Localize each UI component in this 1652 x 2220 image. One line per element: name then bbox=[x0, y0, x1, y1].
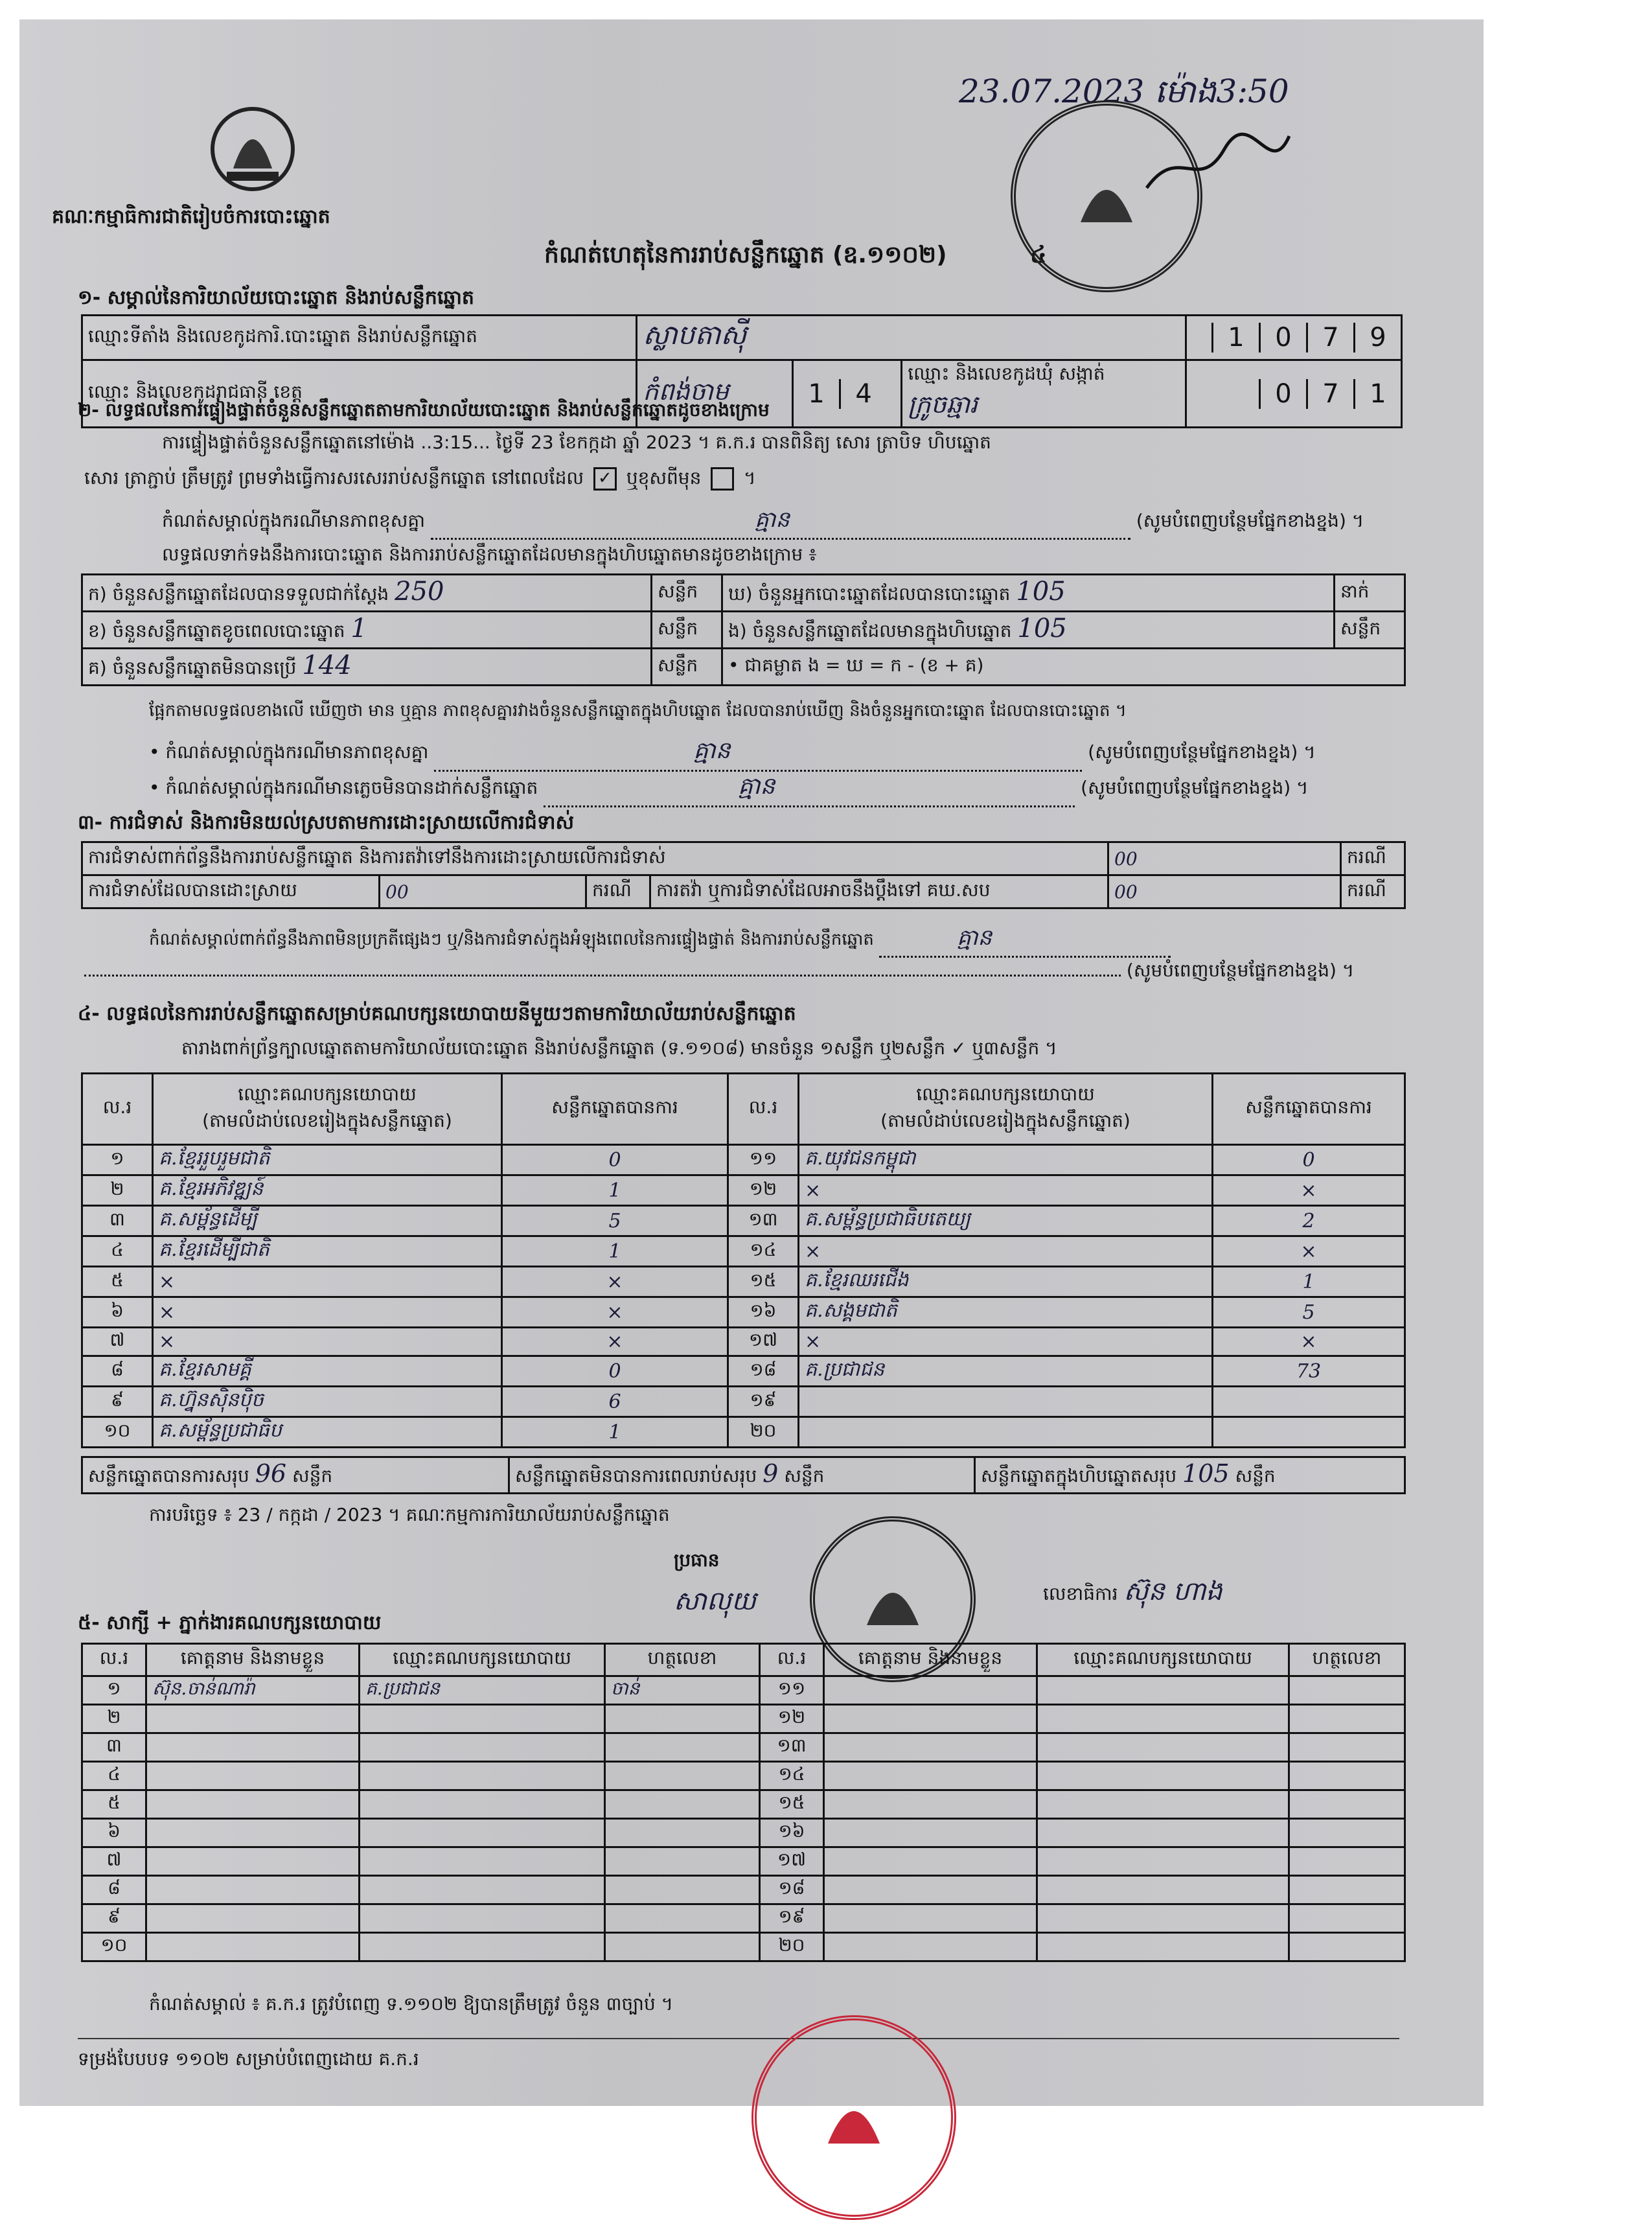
witness-signature bbox=[605, 1705, 760, 1733]
irregularity-note-field bbox=[879, 923, 1171, 958]
fill-hint: (សូមបំពេញបន្ថែមផ្នែកខាងខ្នង) ។ bbox=[1081, 777, 1309, 798]
party-name: គ.យុវជនកម្ពុជា bbox=[799, 1145, 1213, 1175]
witness-no: ១៩ bbox=[760, 1904, 824, 1933]
irregularity-note-line bbox=[149, 923, 1171, 958]
diff-note-value: គ្មាន bbox=[754, 507, 790, 533]
bullet-forgot-label: • កំណត់សម្គាល់ក្នុងករណីមានភ្លេចមិនបានដាក់សន្លឹកឆ្នោត bbox=[149, 777, 538, 798]
party-votes: 1 bbox=[502, 1175, 728, 1206]
witness-signature bbox=[1289, 1876, 1405, 1904]
col-party-left bbox=[153, 1074, 502, 1145]
verify-line-2-text: សោរ ត្រាភ្ជាប់ ត្រឹមត្រូវ ព្រមទាំងធ្វើការសរសេររាប់សន្លឹកឆ្នោត នៅពេលដែល bbox=[84, 467, 584, 489]
commune-name: ក្រូចឆ្មារ bbox=[908, 390, 978, 419]
appeal-label: ការតវ៉ា ឬការជំទាស់ដែលអាចនឹងប្តឹងទៅ គឃ.សប bbox=[650, 875, 1108, 908]
total-valid-value: 96 bbox=[255, 1459, 287, 1488]
total-invalid-unit: សន្លឹក bbox=[784, 1465, 825, 1486]
witness-no: ១០ bbox=[82, 1933, 146, 1961]
party-votes: × bbox=[502, 1328, 728, 1356]
ballot-row-a bbox=[82, 575, 652, 612]
party-no: ៨ bbox=[82, 1356, 153, 1387]
witness-no: ៧ bbox=[82, 1847, 146, 1876]
witness-party bbox=[1037, 1790, 1289, 1819]
section5-heading: ៥- សាក្សី + ភ្នាក់ងារគណបក្សនយោបាយ bbox=[78, 1612, 382, 1634]
party-no: ៦ bbox=[82, 1297, 153, 1328]
ballot-label: គ) ចំនួនសន្លឹកឆ្នោតមិនបានប្រើ bbox=[88, 657, 297, 678]
witness-signature bbox=[605, 1904, 760, 1933]
total-valid-unit: សន្លឹក bbox=[292, 1465, 333, 1486]
witness-no: ១៦ bbox=[760, 1819, 824, 1847]
fill-hint: (សូមបំពេញបន្ថែមផ្នែកខាងខ្នង) ។ bbox=[1126, 960, 1355, 981]
witness-row bbox=[82, 1847, 1405, 1876]
commune-code bbox=[1186, 360, 1401, 428]
witness-party bbox=[360, 1847, 605, 1876]
party-name bbox=[799, 1417, 1213, 1448]
party-no: ៩ bbox=[82, 1387, 153, 1417]
resolved-label: ការជំទាស់ដែលបានដោះស្រាយ bbox=[82, 875, 380, 908]
witness-name bbox=[146, 1876, 360, 1904]
irregularity-note-value: គ្មាន bbox=[957, 925, 992, 951]
party-name: × bbox=[153, 1267, 502, 1297]
verify-line-2: សោរ ត្រាភ្ជាប់ ត្រឹមត្រូវ ព្រមទាំងធ្វើការសរសេររាប់សន្លឹកឆ្នោត នៅពេលដែល ✓ ឬខុសពីមុន ។ bbox=[84, 467, 756, 493]
party-result-row bbox=[82, 1417, 1405, 1448]
red-seal-bottom bbox=[751, 2015, 956, 2220]
witness-no: ១២ bbox=[760, 1705, 824, 1733]
witness-party bbox=[360, 1705, 605, 1733]
party-result-row bbox=[82, 1387, 1405, 1417]
footer-text: ទម្រង់បែបបទ ១១០២ សម្រាប់បំពេញដោយ គ.ក.រ bbox=[78, 2048, 419, 2070]
province-name: កំពង់ចាម bbox=[637, 360, 793, 428]
total-invalid-value: 9 bbox=[763, 1459, 779, 1488]
party-name: × bbox=[799, 1236, 1213, 1267]
secretary-line bbox=[1043, 1575, 1222, 1613]
secretary-signature: ស៊ុន ហាង bbox=[1123, 1577, 1222, 1606]
witness-row bbox=[82, 1933, 1405, 1961]
witness-no: ៨ bbox=[82, 1876, 146, 1904]
party-no: ១៧ bbox=[728, 1328, 799, 1356]
party-name: គ.សម្ព័ន្ធប្រជាធិបតេយ្យ bbox=[799, 1206, 1213, 1236]
witness-table bbox=[81, 1643, 1406, 1962]
bullet-forgot-line bbox=[149, 771, 1309, 807]
witness-name bbox=[824, 1933, 1037, 1961]
irregularity-note-field-2 bbox=[84, 975, 1121, 977]
nec-emblem bbox=[207, 97, 298, 201]
party-no: ១៤ bbox=[728, 1236, 799, 1267]
party-votes: 6 bbox=[502, 1387, 728, 1417]
witness-party bbox=[360, 1819, 605, 1847]
witness-party bbox=[1037, 1705, 1289, 1733]
checkbox-different-label: ឬខុសពីមុន bbox=[626, 467, 702, 489]
ballot-unit: សន្លឹក bbox=[1335, 612, 1405, 649]
station-code-digit: 0 bbox=[1259, 323, 1306, 353]
secretary-label: លេខាធិការ bbox=[1043, 1583, 1118, 1604]
objection-label: ការជំទាស់ពាក់ព័ន្ធនឹងការរាប់សន្លឹកឆ្នោត និងការតវ៉ាទៅនឹងការដោះស្រាយលើការជំទាស់ bbox=[82, 842, 1108, 875]
ballot-label: ខ) ចំនួនសន្លឹកឆ្នោតខូចពេលបោះឆ្នោត bbox=[88, 620, 345, 642]
party-result-row bbox=[82, 1356, 1405, 1387]
footer-divider bbox=[78, 2038, 1399, 2039]
witness-name bbox=[824, 1904, 1037, 1933]
fill-hint: (សូមបំពេញបន្ថែមផ្នែកខាងខ្នង) ។ bbox=[1088, 741, 1316, 763]
signature-top bbox=[1140, 123, 1296, 203]
totals-table bbox=[81, 1456, 1406, 1494]
station-code-digit: 1 bbox=[1211, 323, 1259, 353]
witness-name bbox=[146, 1847, 360, 1876]
witness-signature bbox=[1289, 1762, 1405, 1790]
diff-note-label: កំណត់សម្គាល់ក្នុងករណីមានភាពខុសគ្នា bbox=[162, 510, 426, 531]
party-no: ១២ bbox=[728, 1175, 799, 1206]
witness-name bbox=[824, 1876, 1037, 1904]
form-title: កំណត់ហេតុនៃការរាប់សន្លឹកឆ្នោត (ឧ.១១០២) bbox=[544, 242, 947, 268]
checkbox-different[interactable] bbox=[711, 467, 734, 491]
witness-party bbox=[360, 1790, 605, 1819]
witness-signature bbox=[605, 1790, 760, 1819]
witness-col-name-right: គោត្តនាម និងនាមខ្លួន bbox=[824, 1644, 1037, 1676]
party-no: ៥ bbox=[82, 1267, 153, 1297]
resolved-unit: ករណី bbox=[586, 875, 650, 908]
section2-heading: ២- លទ្ធផលនៃការផ្ទៀងផ្ទាត់ចំនួនសន្លឹកឆ្នោតតាមការិយាល័យបោះឆ្នោត និងរាប់សន្លឹកឆ្នោតដូចខាងក្រោម bbox=[78, 399, 770, 421]
irregularity-note-label: កំណត់សម្គាល់ពាក់ព័ន្ធនឹងភាពមិនប្រក្រតីផ្សេងៗ ឬ/និងការជំទាស់ក្នុងអំឡុងពេលនៃការផ្ទៀងផ្ទាត់ និងការរាប់សន្លឹកឆ្នោត bbox=[149, 930, 874, 949]
party-result-row bbox=[82, 1206, 1405, 1236]
witness-no: ១៧ bbox=[760, 1847, 824, 1876]
party-name: × bbox=[153, 1297, 502, 1328]
total-box-label: សន្លឹកឆ្នោតក្នុងហិបឆ្នោតសរុប bbox=[981, 1465, 1177, 1486]
witness-col-name: គោត្តនាម និងនាមខ្លួន bbox=[146, 1644, 360, 1676]
witness-row bbox=[82, 1904, 1405, 1933]
witness-no: ៣ bbox=[82, 1733, 146, 1762]
party-no: ១៦ bbox=[728, 1297, 799, 1328]
col-party-sub: (តាមលំដាប់លេខរៀងក្នុងសន្លឹកឆ្នោត) bbox=[880, 1109, 1130, 1131]
verify-line-1: ការផ្ទៀងផ្ទាត់ចំនួនសន្លឹកឆ្នោតនៅម៉ោង ..3:15... ថ្ងៃទី 23 ខែកក្កដា ឆ្នាំ 2023 ។ គ.ក.រ បានពិនិត្យ សោរ ត្រាបិទ ហិបឆ្នោត bbox=[162, 432, 991, 453]
ballot-value: 144 bbox=[302, 651, 352, 680]
party-result-row bbox=[82, 1267, 1405, 1297]
party-votes: × bbox=[1213, 1175, 1405, 1206]
party-result-row bbox=[82, 1175, 1405, 1206]
party-result-row bbox=[82, 1236, 1405, 1267]
objection-unit: ករណី bbox=[1341, 842, 1405, 875]
bullet-diff-label: • កំណត់សម្គាល់ក្នុងករណីមានភាពខុសគ្នា bbox=[149, 741, 429, 763]
witness-no: ៩ bbox=[82, 1904, 146, 1933]
col-no-left: ល.រ bbox=[82, 1074, 153, 1145]
party-name: × bbox=[799, 1175, 1213, 1206]
witness-signature bbox=[1289, 1676, 1405, 1705]
party-name: គ.សង្គមជាតិ bbox=[799, 1297, 1213, 1328]
chair-signature: សាលុយ bbox=[674, 1586, 756, 1616]
witness-signature bbox=[1289, 1904, 1405, 1933]
witness-signature: ចាន់ bbox=[605, 1676, 760, 1705]
col-party-sub: (តាមលំដាប់លេខរៀងក្នុងសន្លឹកឆ្នោត) bbox=[202, 1109, 452, 1131]
total-box-unit: សន្លឹក bbox=[1235, 1465, 1276, 1486]
witness-no: ១៣ bbox=[760, 1733, 824, 1762]
witness-party bbox=[360, 1876, 605, 1904]
witness-signature bbox=[605, 1819, 760, 1847]
witness-no: ១៥ bbox=[760, 1790, 824, 1819]
bullet-forgot-value: គ្មាន bbox=[738, 773, 775, 800]
station-code bbox=[1186, 316, 1401, 360]
party-name: គ.សម្ព័ន្ធដើម្បី bbox=[153, 1206, 502, 1236]
total-invalid bbox=[509, 1457, 975, 1494]
party-votes: 1 bbox=[1213, 1267, 1405, 1297]
completion-note: កំណត់សម្គាល់ ៖ គ.ក.រ ត្រូវបំពេញ ទ.១១០២ ឱ្យបានត្រឹមត្រូវ ចំនួន ៣ច្បាប់ ។ bbox=[149, 1993, 674, 2015]
witness-name: ស៊ុន.ចាន់ណារ៉ា bbox=[146, 1676, 360, 1705]
witness-no: ១១ bbox=[760, 1676, 824, 1705]
witness-party bbox=[1037, 1904, 1289, 1933]
witness-signature bbox=[605, 1847, 760, 1876]
party-name: × bbox=[153, 1328, 502, 1356]
party-votes: 5 bbox=[502, 1206, 728, 1236]
compare-line: ផ្អែកតាមលទ្ធផលខាងលើ ឃើញថា មាន ឬគ្មាន ភាពខុសគ្នារវាងចំនួនសន្លឹកឆ្នោតក្នុងហិបឆ្នោត ដែលបានរាប់ឃើញ និងចំនួនអ្នកបោះឆ្នោត ដែលបានបោះឆ្នោត ។ bbox=[149, 701, 1127, 721]
witness-name bbox=[824, 1705, 1037, 1733]
ballot-row-b bbox=[82, 612, 652, 649]
ballot-value: 105 bbox=[1016, 577, 1066, 607]
results-intro: លទ្ធផលទាក់ទងនឹងការបោះឆ្នោត និងការរាប់សន្លឹកឆ្នោតដែលមានក្នុងហិបឆ្នោតមានដូចខាងក្រោម ៖ bbox=[162, 544, 817, 565]
ballot-unit: នាក់ bbox=[1335, 575, 1405, 612]
party-result-row bbox=[82, 1145, 1405, 1175]
party-result-row bbox=[82, 1328, 1405, 1356]
party-no: ៣ bbox=[82, 1206, 153, 1236]
party-name: គ.ខ្មែរឈរជើង bbox=[799, 1267, 1213, 1297]
witness-name bbox=[824, 1733, 1037, 1762]
party-result-row bbox=[82, 1297, 1405, 1328]
witness-signature bbox=[605, 1733, 760, 1762]
witness-col-no-right: ល.រ bbox=[760, 1644, 824, 1676]
witness-signature bbox=[1289, 1790, 1405, 1819]
witness-name bbox=[824, 1676, 1037, 1705]
ballot-label: ក) ចំនួនសន្លឹកឆ្នោតដែលបានទទួលជាក់ស្តែង bbox=[88, 583, 389, 605]
witness-party bbox=[1037, 1819, 1289, 1847]
commune-code-digit: 0 bbox=[1259, 379, 1306, 409]
ballot-unit: សន្លឹក bbox=[652, 575, 722, 612]
total-box bbox=[975, 1457, 1405, 1494]
party-no: ១៥ bbox=[728, 1267, 799, 1297]
party-name: × bbox=[799, 1328, 1213, 1356]
party-votes: × bbox=[1213, 1328, 1405, 1356]
diff-note-field bbox=[431, 505, 1130, 540]
ballot-value: 1 bbox=[350, 614, 367, 643]
party-no: ២០ bbox=[728, 1417, 799, 1448]
station-code-digit: 7 bbox=[1306, 323, 1353, 353]
witness-signature bbox=[605, 1762, 760, 1790]
party-votes bbox=[1213, 1387, 1405, 1417]
commune-code-digit: 1 bbox=[1353, 379, 1401, 409]
ballot-row-d bbox=[722, 575, 1335, 612]
ballot-row-e bbox=[722, 612, 1335, 649]
party-votes bbox=[1213, 1417, 1405, 1448]
party-votes: 5 bbox=[1213, 1297, 1405, 1328]
party-no: ១៩ bbox=[728, 1387, 799, 1417]
committee-name: គណៈកម្មាធិការជាតិរៀបចំការបោះឆ្នោត bbox=[52, 205, 330, 228]
witness-signature bbox=[1289, 1705, 1405, 1733]
total-valid bbox=[82, 1457, 509, 1494]
ballot-count-table bbox=[81, 573, 1406, 686]
total-valid-label: សន្លឹកឆ្នោតបានការសរុប bbox=[88, 1465, 249, 1486]
ballot-row-c bbox=[82, 649, 652, 686]
witness-signature bbox=[1289, 1933, 1405, 1961]
bullet-diff-value: គ្មាន bbox=[693, 737, 731, 764]
witness-no: ១ bbox=[82, 1676, 146, 1705]
ballot-value: 105 bbox=[1017, 614, 1067, 643]
appeal-count: 00 bbox=[1108, 875, 1341, 908]
form-mark: ៤ bbox=[1030, 242, 1047, 268]
party-votes: 2 bbox=[1213, 1206, 1405, 1236]
witness-name bbox=[824, 1790, 1037, 1819]
witness-party bbox=[1037, 1762, 1289, 1790]
witness-no: ៦ bbox=[82, 1819, 146, 1847]
party-name: គ.ខ្មែរអភិវឌ្ឍន៍ bbox=[153, 1175, 502, 1206]
resolved-count: 00 bbox=[380, 875, 586, 908]
witness-col-party-right: ឈ្មោះគណបក្សនយោបាយ bbox=[1037, 1644, 1289, 1676]
province-label: ឈ្មោះ និងលេខកូដរាជធានី ខេត្ត bbox=[82, 360, 637, 428]
received-stamp-date: 23.07.2023 ម៉ោង3:50 bbox=[959, 73, 1289, 110]
party-votes: 73 bbox=[1213, 1356, 1405, 1387]
party-votes: 1 bbox=[502, 1417, 728, 1448]
province-code-digit: 4 bbox=[839, 379, 886, 409]
ballot-label: ង) ចំនួនសន្លឹកឆ្នោតដែលមានក្នុងហិបឆ្នោត bbox=[728, 620, 1012, 642]
witness-name bbox=[146, 1762, 360, 1790]
witness-party bbox=[360, 1733, 605, 1762]
station-code-digit: 9 bbox=[1353, 323, 1401, 353]
party-name: គ.ខ្មែរដើម្បីជាតិ bbox=[153, 1236, 502, 1267]
party-no: ៧ bbox=[82, 1328, 153, 1356]
objection-table bbox=[81, 841, 1406, 909]
witness-name bbox=[824, 1762, 1037, 1790]
witness-party bbox=[1037, 1933, 1289, 1961]
commune-label bbox=[902, 360, 1186, 428]
witness-signature bbox=[605, 1876, 760, 1904]
diff-note-line bbox=[162, 505, 1364, 540]
commune-code-digit: 7 bbox=[1306, 379, 1353, 409]
total-invalid-label: សន្លឹកឆ្នោតមិនបានការពេលរាប់សរុប bbox=[515, 1465, 757, 1486]
appeal-unit: ករណី bbox=[1341, 875, 1405, 908]
witness-name bbox=[146, 1819, 360, 1847]
witness-row bbox=[82, 1676, 1405, 1705]
date-line: ការបរិច្ឆេទ ៖ 23 / កក្កដា / 2023 ។ គណៈកម្មការការិយាល័យរាប់សន្លឹកឆ្នោត bbox=[149, 1504, 670, 1525]
witness-party bbox=[1037, 1847, 1289, 1876]
col-votes-right: សន្លឹកឆ្នោតបានការ bbox=[1213, 1074, 1405, 1145]
party-name: គ.ខ្មែរសាមគ្គី bbox=[153, 1356, 502, 1387]
witness-name bbox=[824, 1819, 1037, 1847]
witness-name bbox=[146, 1933, 360, 1961]
province-code-digit: 1 bbox=[808, 378, 825, 409]
bullet-forgot-field bbox=[544, 771, 1075, 807]
col-votes-left: សន្លឹកឆ្នោតបានការ bbox=[502, 1074, 728, 1145]
col-party-title: ឈ្មោះគណបក្សនយោបាយ bbox=[916, 1083, 1095, 1105]
witness-signature bbox=[605, 1933, 760, 1961]
witness-no: ១៨ bbox=[760, 1876, 824, 1904]
witness-row bbox=[82, 1762, 1405, 1790]
witness-signature bbox=[1289, 1847, 1405, 1876]
objection-count: 00 bbox=[1108, 842, 1341, 875]
witness-name bbox=[146, 1733, 360, 1762]
bullet-diff-field bbox=[434, 735, 1082, 772]
party-no: ៤ bbox=[82, 1236, 153, 1267]
party-no: ១៨ bbox=[728, 1356, 799, 1387]
party-votes: × bbox=[1213, 1236, 1405, 1267]
witness-party bbox=[1037, 1733, 1289, 1762]
witness-name bbox=[824, 1847, 1037, 1876]
ballot-unit: សន្លឹក bbox=[652, 649, 722, 686]
chair-label: ប្រធាន bbox=[674, 1549, 720, 1571]
witness-party bbox=[360, 1904, 605, 1933]
witness-name bbox=[146, 1705, 360, 1733]
witness-no: ១៤ bbox=[760, 1762, 824, 1790]
witness-col-party: ឈ្មោះគណបក្សនយោបាយ bbox=[360, 1644, 605, 1676]
witness-no: ៥ bbox=[82, 1790, 146, 1819]
witness-row bbox=[82, 1705, 1405, 1733]
commune-label-text: ឈ្មោះ និងលេខកូដឃុំ សង្កាត់ bbox=[908, 363, 1105, 384]
party-name bbox=[799, 1387, 1213, 1417]
bullet-diff-line bbox=[149, 735, 1316, 772]
province-code bbox=[793, 360, 902, 428]
witness-no: ៤ bbox=[82, 1762, 146, 1790]
party-no: ១ bbox=[82, 1145, 153, 1175]
station-name: ស្លាបតាស៊ី bbox=[637, 316, 1186, 360]
witness-party bbox=[360, 1762, 605, 1790]
section3-heading: ៣- ការជំទាស់ និងការមិនយល់ស្របតាមការដោះស្រាយលើការជំទាស់ bbox=[78, 811, 575, 834]
witness-col-no: ល.រ bbox=[82, 1644, 146, 1676]
party-name: គ.ខ្មែររួបរួមជាតិ bbox=[153, 1145, 502, 1175]
party-name: គ.ប្រជាជន bbox=[799, 1356, 1213, 1387]
witness-no: ២០ bbox=[760, 1933, 824, 1961]
party-no: ២ bbox=[82, 1175, 153, 1206]
party-votes: × bbox=[502, 1267, 728, 1297]
witness-name bbox=[146, 1904, 360, 1933]
party-results-table bbox=[81, 1072, 1406, 1448]
party-name: គ.ហ្វ៊ុនស៊ិនប៉ិច bbox=[153, 1387, 502, 1417]
ballot-formula: • ជាគម្លាត ង = ឃ = ក - (ខ + គ) bbox=[722, 649, 1405, 686]
party-votes: 0 bbox=[502, 1145, 728, 1175]
witness-row bbox=[82, 1876, 1405, 1904]
ballot-unit: សន្លឹក bbox=[652, 612, 722, 649]
party-votes: 1 bbox=[502, 1236, 728, 1267]
tally-sheet-line: តារាងពាក់ព្រ័ន្ធក្បាលឆ្នោតតាមការិយាល័យបោះឆ្នោត និងរាប់សន្លឹកឆ្នោត (ទ.១១០៨) មានចំនួន ១សន្លឹក ឬ២សន្លឹក ✓ ឬ៣សន្លឹក ។ bbox=[181, 1037, 1057, 1059]
witness-party bbox=[360, 1933, 605, 1961]
party-votes: 0 bbox=[502, 1356, 728, 1387]
ballot-label: ឃ) ចំនួនអ្នកបោះឆ្នោតដែលបានបោះឆ្នោត bbox=[728, 583, 1011, 605]
witness-col-sign-right: ហត្ថលេខា bbox=[1289, 1644, 1405, 1676]
section4-heading: ៤- លទ្ធផលនៃការរាប់សន្លឹកឆ្នោតសម្រាប់គណបក្សនយោបាយនីមួយៗតាមការិយាល័យរាប់សន្លឹកឆ្នោត bbox=[78, 1002, 796, 1025]
witness-party: គ.ប្រជាជន bbox=[360, 1676, 605, 1705]
witness-name bbox=[146, 1790, 360, 1819]
section1-heading: ១- សម្គាល់នៃការិយាល័យបោះឆ្នោត និងរាប់សន្លឹកឆ្នោត bbox=[78, 286, 474, 309]
party-name: គ.សម្ព័ន្ធប្រជាធិប bbox=[153, 1417, 502, 1448]
col-party-title: ឈ្មោះគណបក្សនយោបាយ bbox=[238, 1083, 417, 1105]
witness-signature bbox=[1289, 1819, 1405, 1847]
irregularity-note-line-2 bbox=[84, 959, 1354, 986]
witness-row bbox=[82, 1819, 1405, 1847]
witness-no: ២ bbox=[82, 1705, 146, 1733]
party-no: ១០ bbox=[82, 1417, 153, 1448]
witness-row bbox=[82, 1733, 1405, 1762]
station-label: ឈ្មោះទីតាំង និងលេខកូដការិ.បោះឆ្នោត និងរាប់សន្លឹកឆ្នោត bbox=[82, 316, 637, 360]
checkbox-same[interactable]: ✓ bbox=[593, 467, 617, 491]
col-no-right: ល.រ bbox=[728, 1074, 799, 1145]
fill-hint: (សូមបំពេញបន្ថែមផ្នែកខាងខ្នង) ។ bbox=[1136, 510, 1364, 531]
witness-row bbox=[82, 1790, 1405, 1819]
ballot-value: 250 bbox=[395, 577, 444, 607]
col-party-right bbox=[799, 1074, 1213, 1145]
witness-party bbox=[1037, 1676, 1289, 1705]
witness-signature bbox=[1289, 1733, 1405, 1762]
party-no: ១១ bbox=[728, 1145, 799, 1175]
party-no: ១៣ bbox=[728, 1206, 799, 1236]
witness-col-sign: ហត្ថលេខា bbox=[605, 1644, 760, 1676]
total-box-value: 105 bbox=[1182, 1459, 1230, 1488]
party-votes: × bbox=[502, 1297, 728, 1328]
witness-party bbox=[1037, 1876, 1289, 1904]
party-votes: 0 bbox=[1213, 1145, 1405, 1175]
